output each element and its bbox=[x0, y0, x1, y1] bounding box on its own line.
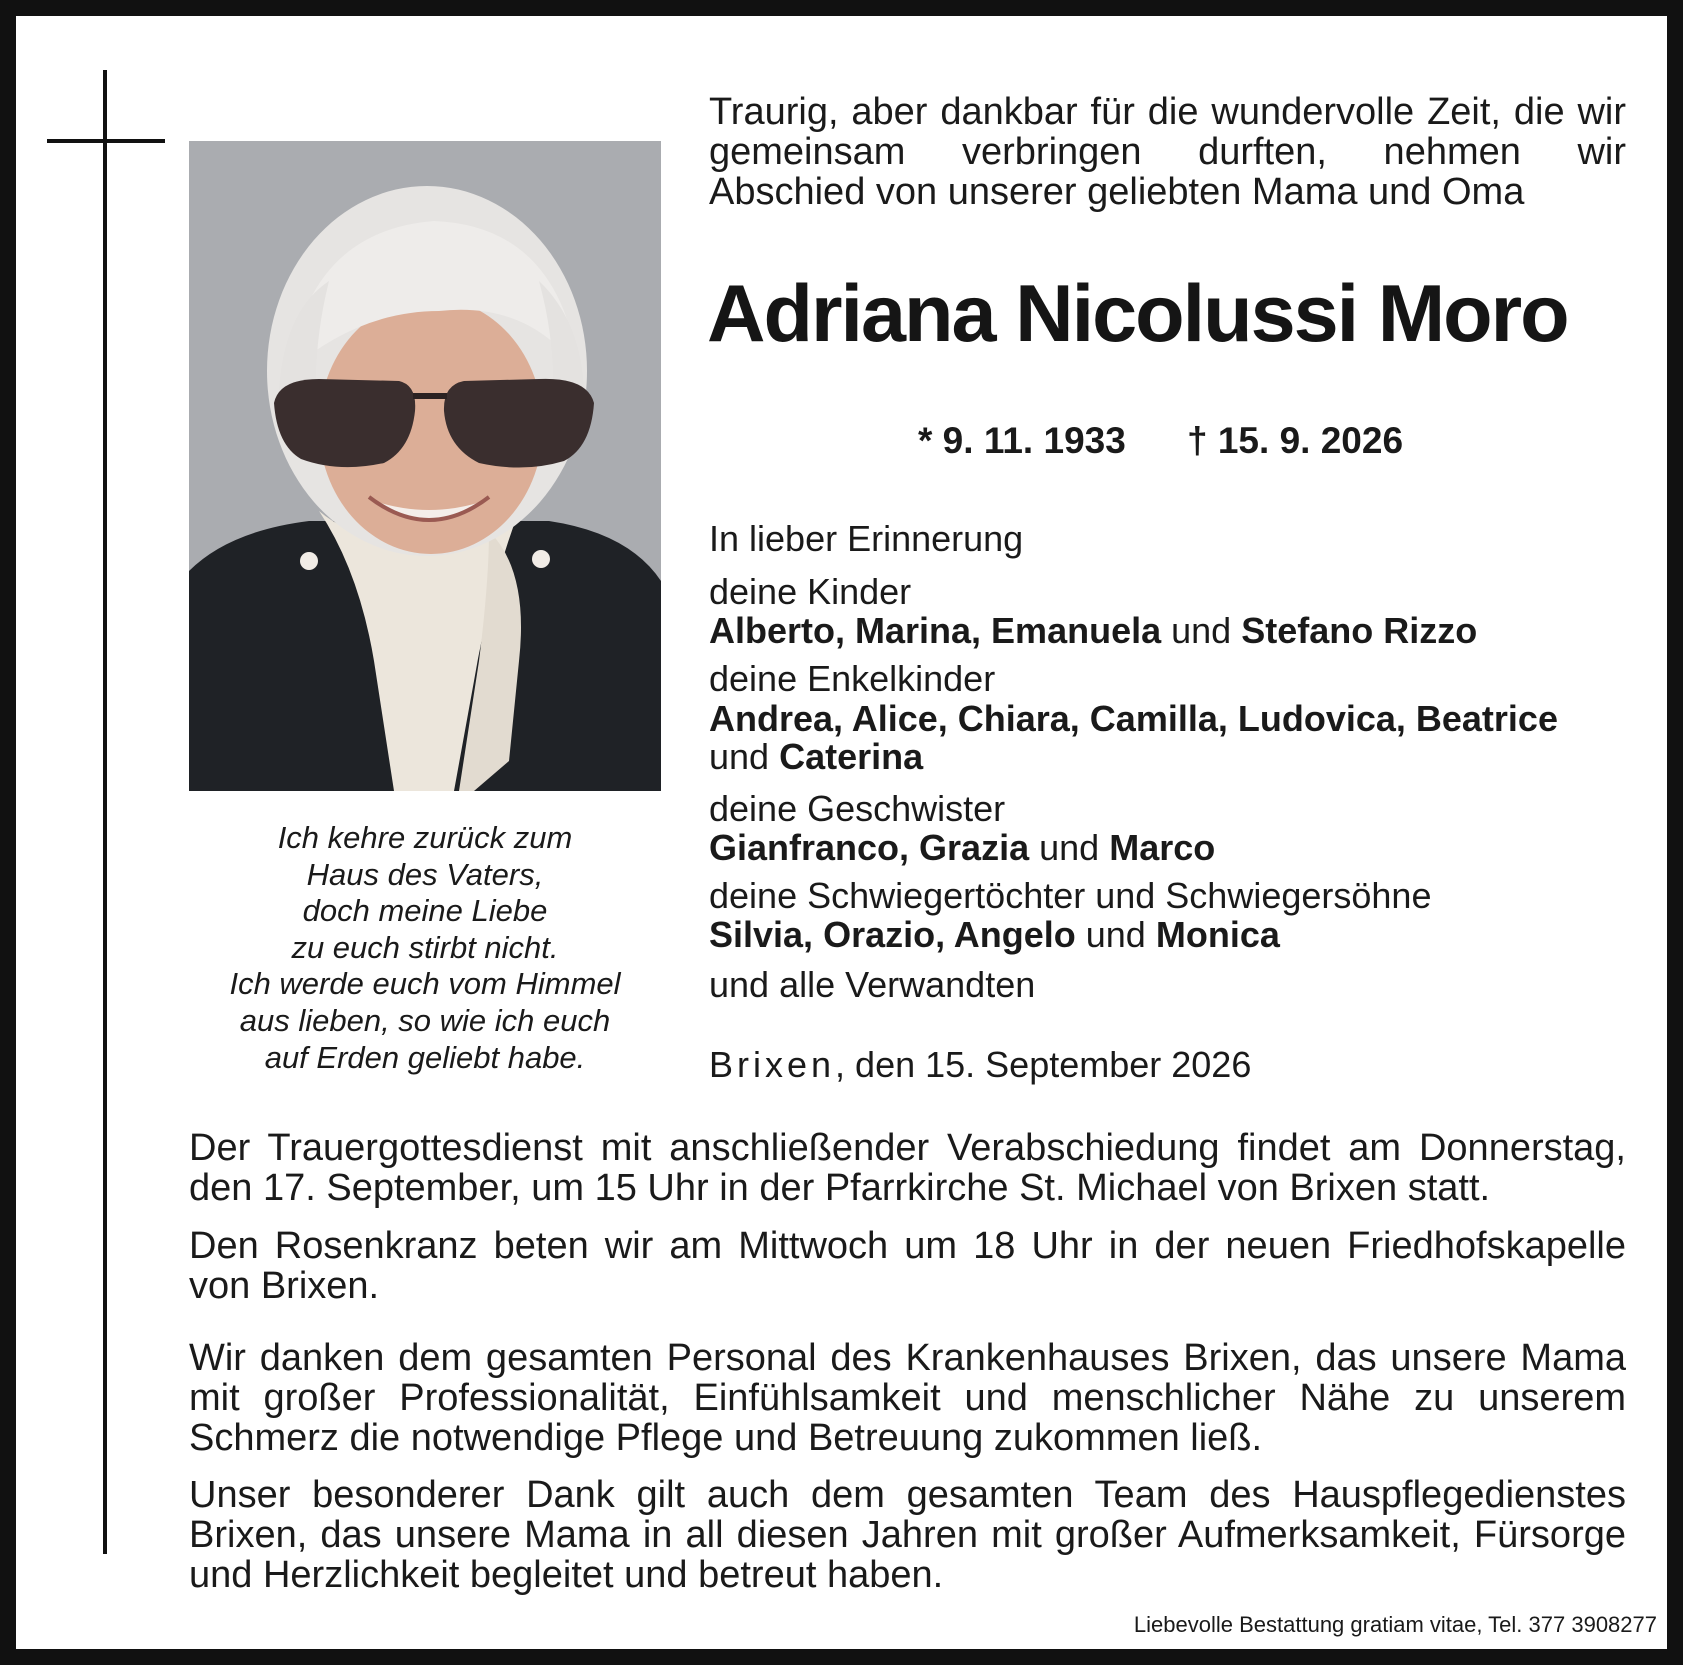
cross-horizontal-bar bbox=[47, 139, 165, 143]
verse-line: aus lieben, so wie ich euch bbox=[239, 1002, 611, 1038]
service-line: Der Trauergottesdienst mit anschließender Verabschiedung findet am Donnerstag, bbox=[189, 1127, 1626, 1169]
date-text: , den 15. September 2026 bbox=[835, 1044, 1252, 1085]
rosary-notice bbox=[189, 1226, 1626, 1306]
place-and-date bbox=[709, 1044, 1251, 1086]
grandchildren-last: Caterina bbox=[779, 736, 924, 777]
inlaws-names: Silvia, Orazio, Angelo bbox=[709, 914, 1076, 955]
in-memory-line: In lieber Erinnerung bbox=[709, 518, 1024, 559]
verse-line: Haus des Vaters, bbox=[306, 856, 544, 892]
thanks-homecare-line: Unser besonderer Dank gilt auch dem gesamten Team des Hauspflegedienstes bbox=[189, 1474, 1626, 1516]
inlaws-label: deine Schwiegertöchter und Schwiegersöhne bbox=[709, 875, 1432, 916]
funeral-home-footer: Liebevolle Bestattung gratiam vitae, Tel. 377 3908277 bbox=[1133, 1612, 1657, 1637]
verse-line: doch meine Liebe bbox=[302, 893, 548, 929]
thanks-hospital-line: Wir danken dem gesamten Personal des Krankenhauses Brixen, das unsere Mama bbox=[189, 1337, 1626, 1379]
thanks-homecare-line: und Herzlichkeit begleitet und betreut haben. bbox=[189, 1554, 944, 1596]
thanks-hospital-line: Schmerz die notwendige Pflege und Betreuung zukommen ließ. bbox=[189, 1417, 1263, 1459]
inlaws-last: Monica bbox=[1155, 914, 1280, 955]
children-label: deine Kinder bbox=[709, 571, 912, 612]
rosary-line: Den Rosenkranz beten wir am Mittwoch um 18 Uhr in der neuen Friedhofskapelle bbox=[189, 1225, 1626, 1267]
verse-line: zu euch stirbt nicht. bbox=[291, 929, 559, 965]
siblings-names: Gianfranco, Grazia bbox=[709, 827, 1030, 868]
place-name: Brixen bbox=[709, 1044, 836, 1085]
grandchildren-names-text: Andrea, Alice, Chiara, Camilla, Ludovica, Beatrice bbox=[709, 698, 1558, 739]
birth-date: * 9. 11. 1933 bbox=[918, 420, 1126, 461]
siblings-label: deine Geschwister bbox=[709, 788, 1006, 829]
grandchildren-label: deine Enkelkinder bbox=[709, 658, 996, 699]
children-names: Alberto, Marina, Emanuela bbox=[709, 610, 1162, 651]
portrait-photo bbox=[189, 141, 661, 791]
intro-text bbox=[709, 92, 1626, 212]
children-names-line bbox=[709, 610, 1477, 652]
inlaws-and: und bbox=[1085, 914, 1146, 955]
grandchildren-last-line bbox=[709, 736, 923, 778]
cross-vertical-bar bbox=[103, 70, 107, 1554]
siblings-names-line bbox=[709, 827, 1215, 869]
death-date: † 15. 9. 2026 bbox=[1187, 420, 1404, 461]
verse-line: auf Erden geliebt habe. bbox=[264, 1039, 586, 1075]
service-line: den 17. September, um 15 Uhr in der Pfarrkirche St. Michael von Brixen statt. bbox=[189, 1167, 1491, 1209]
deceased-name: Adriana Nicolussi Moro bbox=[707, 269, 1568, 359]
relatives-line: und alle Verwandten bbox=[709, 964, 1036, 1005]
intro-line: gemeinsam verbringen durften, nehmen wir bbox=[709, 131, 1626, 173]
siblings-last: Marco bbox=[1109, 827, 1216, 868]
service-notice bbox=[189, 1128, 1626, 1208]
siblings-and: und bbox=[1039, 827, 1100, 868]
grandchildren-and: und bbox=[709, 736, 770, 777]
thanks-homecare bbox=[189, 1475, 1626, 1595]
rosary-line: von Brixen. bbox=[189, 1265, 380, 1307]
verse-line: Ich werde euch vom Himmel bbox=[229, 966, 621, 1002]
intro-line: Traurig, aber dankbar für die wundervolle Zeit, die wir bbox=[709, 91, 1626, 133]
grandchildren-names bbox=[709, 698, 1558, 740]
inlaws-names-line bbox=[709, 914, 1280, 956]
thanks-hospital-line: mit großer Professionalität, Einfühlsamkeit und menschlicher Nähe zu unserem bbox=[189, 1377, 1626, 1419]
memorial-verse bbox=[189, 820, 661, 1076]
verse-line: Ich kehre zurück zum bbox=[277, 820, 573, 855]
intro-line: Abschied von unserer geliebten Mama und Oma bbox=[709, 171, 1525, 213]
children-and: und bbox=[1171, 610, 1232, 651]
children-last: Stefano Rizzo bbox=[1241, 610, 1478, 651]
thanks-homecare-line: Brixen, das unsere Mama in all diesen Jahren mit großer Aufmerksamkeit, Fürsorge bbox=[189, 1514, 1626, 1556]
thanks-hospital bbox=[189, 1338, 1626, 1458]
